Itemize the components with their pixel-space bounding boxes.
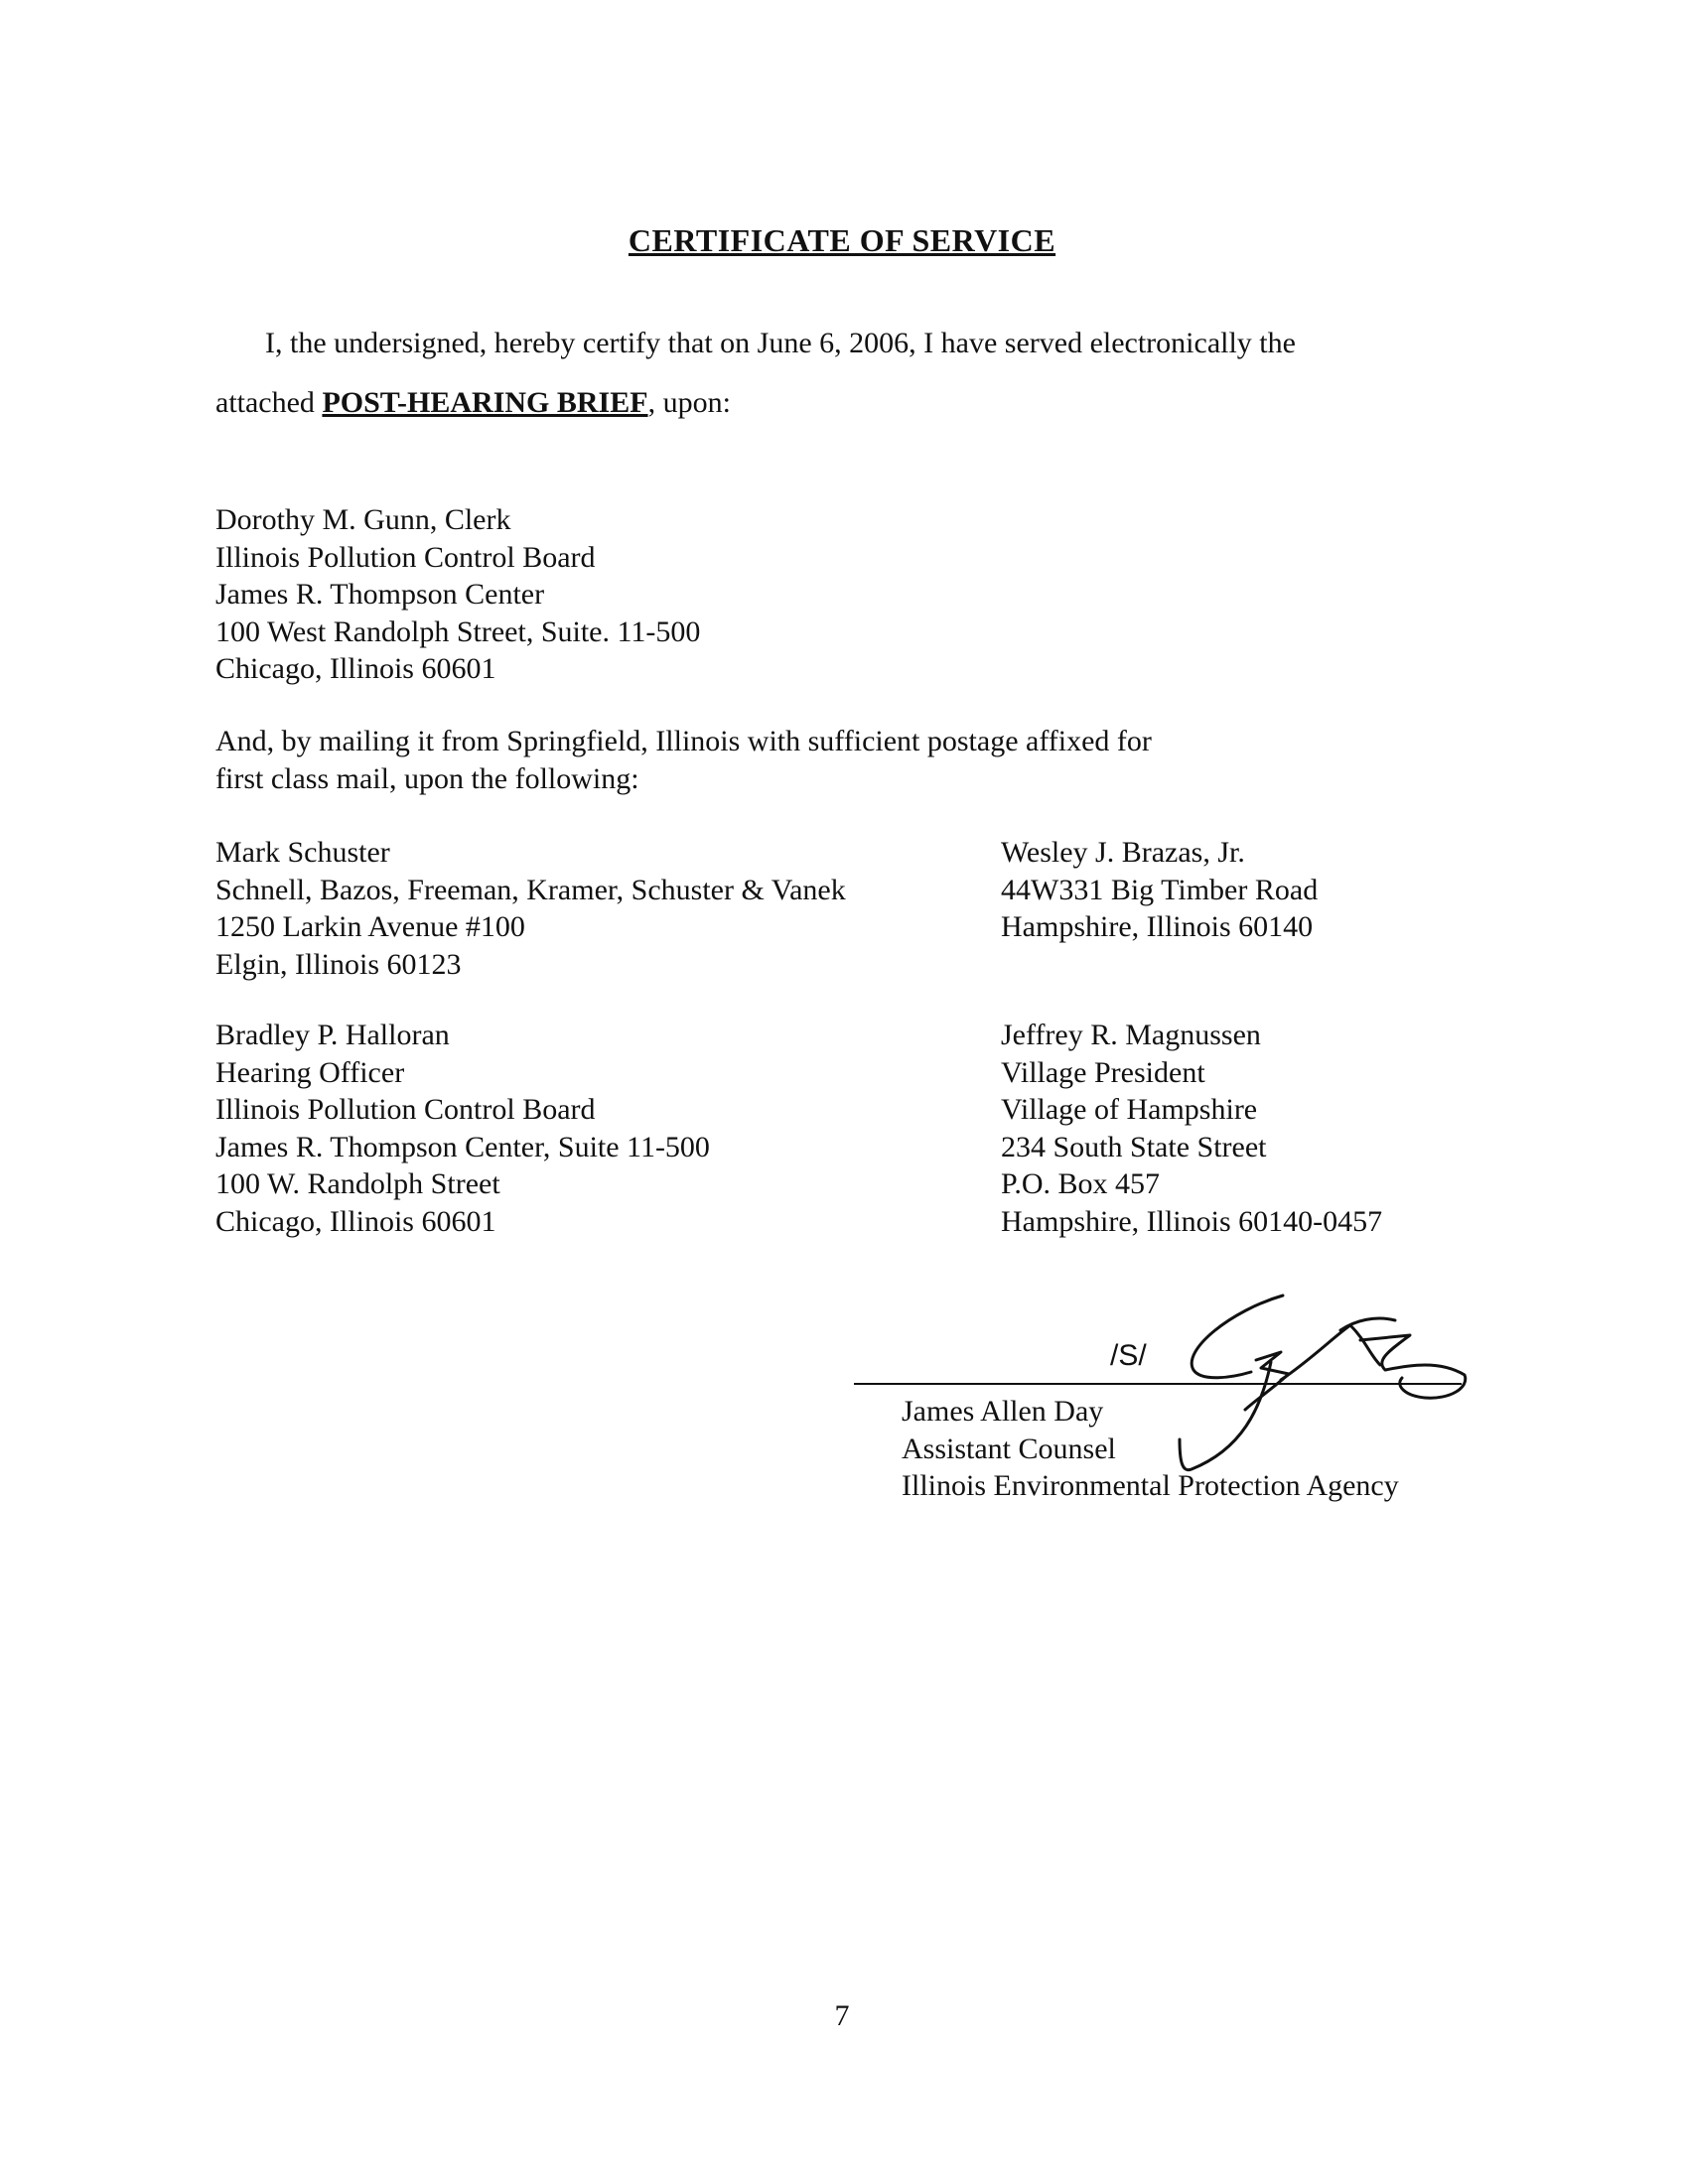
mailing-note-line: And, by mailing it from Springfield, Illinois with sufficient postage affixed for [215, 725, 1152, 757]
page-number: 7 [834, 1999, 850, 2032]
address-line: Dorothy M. Gunn, Clerk [215, 503, 511, 536]
mailing-note [215, 723, 1152, 797]
address-line: Chicago, Illinois 60601 [215, 652, 496, 685]
recipient-schuster [215, 834, 846, 983]
signer-name: James Allen Day [902, 1395, 1104, 1428]
address-line: P.O. Box 457 [1001, 1167, 1161, 1200]
address-line: Hampshire, Illinois 60140 [1001, 910, 1314, 943]
address-line: 234 South State Street [1001, 1130, 1267, 1163]
address-line: Hampshire, Illinois 60140-0457 [1001, 1204, 1383, 1238]
address-line: Wesley J. Brazas, Jr. [1001, 836, 1245, 869]
address-line: Hearing Officer [215, 1055, 405, 1089]
address-line: Jeffrey R. Magnussen [1001, 1019, 1261, 1051]
mailing-note-line: first class mail, upon the following: [215, 761, 639, 795]
clerk-address-block [215, 501, 700, 688]
address-line: 44W331 Big Timber Road [1001, 873, 1319, 906]
signer-agency: Illinois Environmental Protection Agency [902, 1469, 1399, 1502]
recipient-halloran [215, 1017, 710, 1240]
certificate-title: CERTIFICATE OF SERVICE [628, 222, 1056, 258]
address-line: 100 West Randolph Street, Suite. 11-500 [215, 614, 701, 648]
address-line: Illinois Pollution Control Board [215, 540, 596, 574]
address-line: Illinois Pollution Control Board [215, 1093, 596, 1126]
recipient-brazas [1001, 834, 1318, 946]
address-line: Bradley P. Halloran [215, 1019, 450, 1051]
address-line: 1250 Larkin Avenue #100 [215, 910, 525, 943]
attached-text: attached [215, 386, 323, 419]
address-line: Schnell, Bazos, Freeman, Kramer, Schuster & Vanek [215, 873, 846, 906]
upon-text: , upon: [647, 386, 731, 419]
document-name: POST-HEARING BRIEF [322, 386, 648, 419]
recipient-magnussen [1001, 1017, 1382, 1240]
address-line: Village of Hampshire [1001, 1093, 1258, 1126]
statement-line-2 [215, 373, 1506, 433]
address-line: James R. Thompson Center, Suite 11-500 [215, 1130, 710, 1163]
address-line: Chicago, Illinois 60601 [215, 1204, 496, 1238]
statement-line-1: I, the undersigned, hereby certify that on June 6, 2006, I have served electronically the [265, 327, 1296, 359]
address-line: Village President [1001, 1055, 1205, 1089]
signer-title: Assistant Counsel [902, 1432, 1116, 1465]
signer-block [902, 1393, 1399, 1505]
certification-statement [215, 314, 1506, 433]
address-line: 100 W. Randolph Street [215, 1167, 500, 1200]
address-line: James R. Thompson Center [215, 578, 545, 611]
address-line: Elgin, Illinois 60123 [215, 947, 462, 981]
address-line: Mark Schuster [215, 836, 390, 869]
signature-mark: /S/ [1110, 1339, 1147, 1372]
